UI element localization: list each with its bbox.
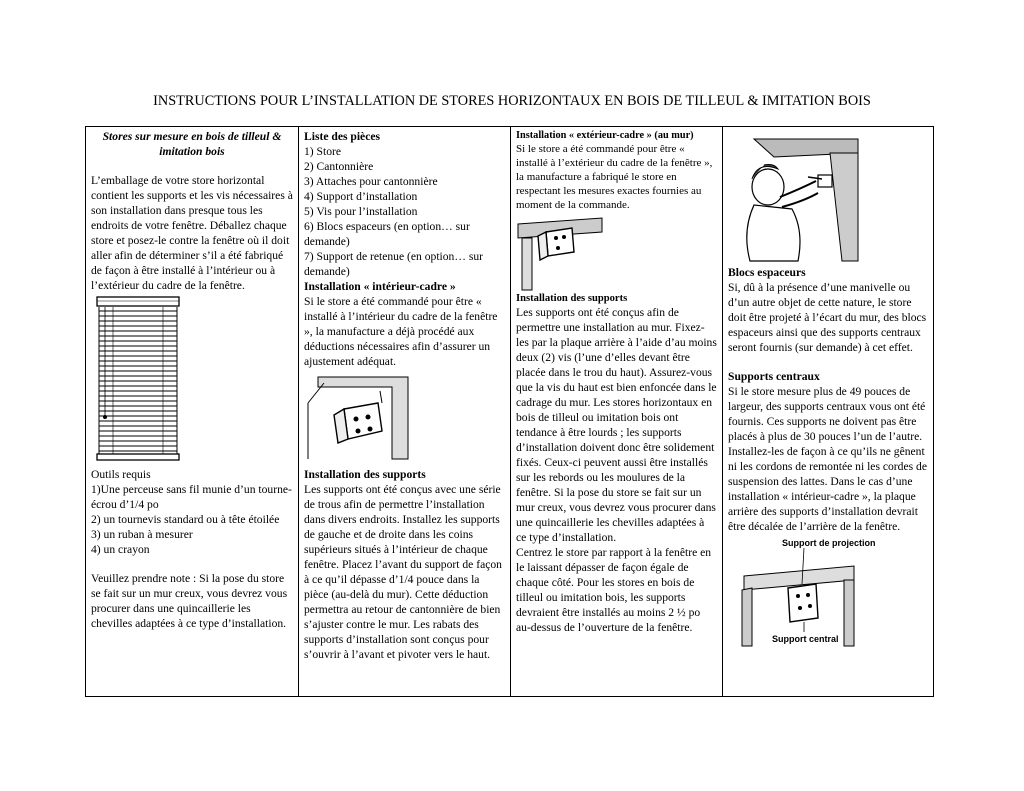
column-stores-sur-mesure — [86, 127, 298, 696]
column-heading: Stores sur mesure en bois de tilleul & imitation bois — [102, 130, 282, 158]
outside-bracket-illustration — [516, 216, 606, 292]
tool-item: 3) un ruban à mesurer — [91, 528, 193, 541]
parts-title: Liste des pièces — [304, 130, 380, 143]
intro-paragraph: L’emballage de votre store horizontal contient les supports et les vis nécessaires à son installation dans presque tous les endroits de votre fenêtre. Déballez chaque store et posez-le contre la fenêtre où il doit aller afin de déterminer s’il a été fabriqué de façon à être installé à l’intérieur ou à l’extérieur du cadre de la fenêtre. — [91, 174, 293, 292]
supports-text: Les supports ont été conçus avec une série de trous afin de permettre l’installation dans divers endroits. Installez les supports de gauche et de droite dans les coins supérieurs situés à l’intérieur de chaque fenêtre. Placez l’avant du support de façon à ce qu’il dépasse d’1/4 pouce dans la pièce (au-delà du mur). Cette déduction permettra au retour de cantonnière de bien s’ajuster contre le mur. Les rabats des supports d’installation sont conçus pour s’ouvrir à l’avant et pivoter vers le haut. — [304, 483, 502, 661]
part-item: 4) Support d’installation — [304, 190, 418, 203]
part-item: 2) Cantonnière — [304, 160, 374, 173]
note-paragraph: Veuillez prendre note : Si la pose du store se fait sur un mur creux, vous devrez vous procurer dans une quincaillerie les chevilles adaptées à ce type d’installation. — [91, 572, 288, 630]
column-blocs-espaceurs — [722, 127, 933, 696]
projection-support-label: Support de projection — [782, 538, 876, 548]
person-installing-illustration — [734, 135, 862, 265]
column-exterieur-cadre — [510, 127, 722, 696]
center-supports-title: Supports centraux — [728, 370, 820, 383]
tool-item: 1)Une perceuse sans fil munie d’un tourne-écrou d’1/4 po — [91, 483, 292, 511]
supports-title: Installation des supports — [516, 293, 628, 304]
central-support-label: Support central — [772, 634, 839, 644]
supports-title: Installation des supports — [304, 468, 426, 481]
blind-illustration — [93, 295, 183, 467]
part-item: 1) Store — [304, 145, 342, 158]
column-liste-des-pieces — [298, 127, 510, 696]
center-support-illustration — [734, 536, 876, 648]
instructions-table — [85, 126, 934, 697]
spacer-blocks-title: Blocs espaceurs — [728, 266, 806, 279]
part-item: 7) Support de retenue (en option… sur demande) — [304, 250, 484, 278]
tool-item: 4) un crayon — [91, 543, 150, 556]
outside-mount-title: Installation « extérieur-cadre » (au mur) — [516, 130, 694, 141]
center-supports-text: Si le store mesure plus de 49 pouces de largeur, des supports centraux vous ont été fournis. Ces supports ne doivent pas être placés à plus de 30 pouces l’un de l’autre. Installez-les de façon à ce qu’ils ne gênent ni les cordons de remontée ni les cordes de suspension des lattes. Dans le cas d’une installation « intérieur-cadre », la plaque arrière des supports d’installation devrait être décalée de l’arrière de la fenêtre. — [728, 385, 927, 533]
inside-mount-title: Installation « intérieur-cadre » — [304, 280, 456, 293]
tool-item: 2) un tournevis standard ou à tête étoilée — [91, 513, 280, 526]
part-item: 6) Blocs espaceurs (en option… sur demande) — [304, 220, 470, 248]
outside-mount-text: Si le store a été commandé pour être « installé à l’extérieur du cadre de la fenêtre », la manufacture a fabriqué le store en respectant les mesures exactes fournies au moment de la commande. — [516, 143, 713, 211]
inside-mount-text: Si le store a été commandé pour être « installé à l’intérieur du cadre de la fenêtre », la manufacture a déjà procédé aux déductions nécessaires afin d’assurer un ajustement adéquat. — [304, 295, 498, 368]
page-title: INSTRUCTIONS POUR L’INSTALLATION DE STORES HORIZONTAUX EN BOIS DE TILLEUL & IMITATION BOIS — [153, 93, 871, 109]
supports-text: Les supports ont été conçus afin de permettre une installation au mur. Fixez-les par la plaque arrière à l’aide d’au moins deux (2) vis (l’une d’elles devant être placée dans le trou du haut). Assurez-vous que la vis du haut est bien enfoncée dans le cadrage du mur. Les stores horizontaux en bois de tilleul ou imitation bois ont tendance à être lourds ; les supports d’installation doivent donc être solidement fixés. Ceux-ci peuvent aussi être installés sur les rebords ou les moulures de la fenêtre. Si la pose du store se fait sur un mur creux, vous devrez vous procurer dans une quincaillerie les chevilles adaptées à ce type d’installation. — [516, 306, 717, 544]
part-item: 5) Vis pour l’installation — [304, 205, 418, 218]
inside-bracket-illustration — [304, 373, 414, 461]
tools-title: Outils requis — [91, 468, 151, 481]
center-blind-text: Centrez le store par rapport à la fenêtre en le laissant dépasser de façon égale de chaque côté. Pour les stores en bois de tilleul ou imitation bois, les supports devraient être installés au moins 2 ½ po au-dessus de l’ouverture de la fenêtre. — [516, 546, 712, 634]
part-item: 3) Attaches pour cantonnière — [304, 175, 438, 188]
spacer-blocks-text: Si, dû à la présence d’une manivelle ou d’un autre objet de cette nature, le store doit être projeté à l’écart du mur, des blocs espaceurs ainsi que des supports centraux seront fournis (sur demande) à cet effet. — [728, 281, 927, 354]
